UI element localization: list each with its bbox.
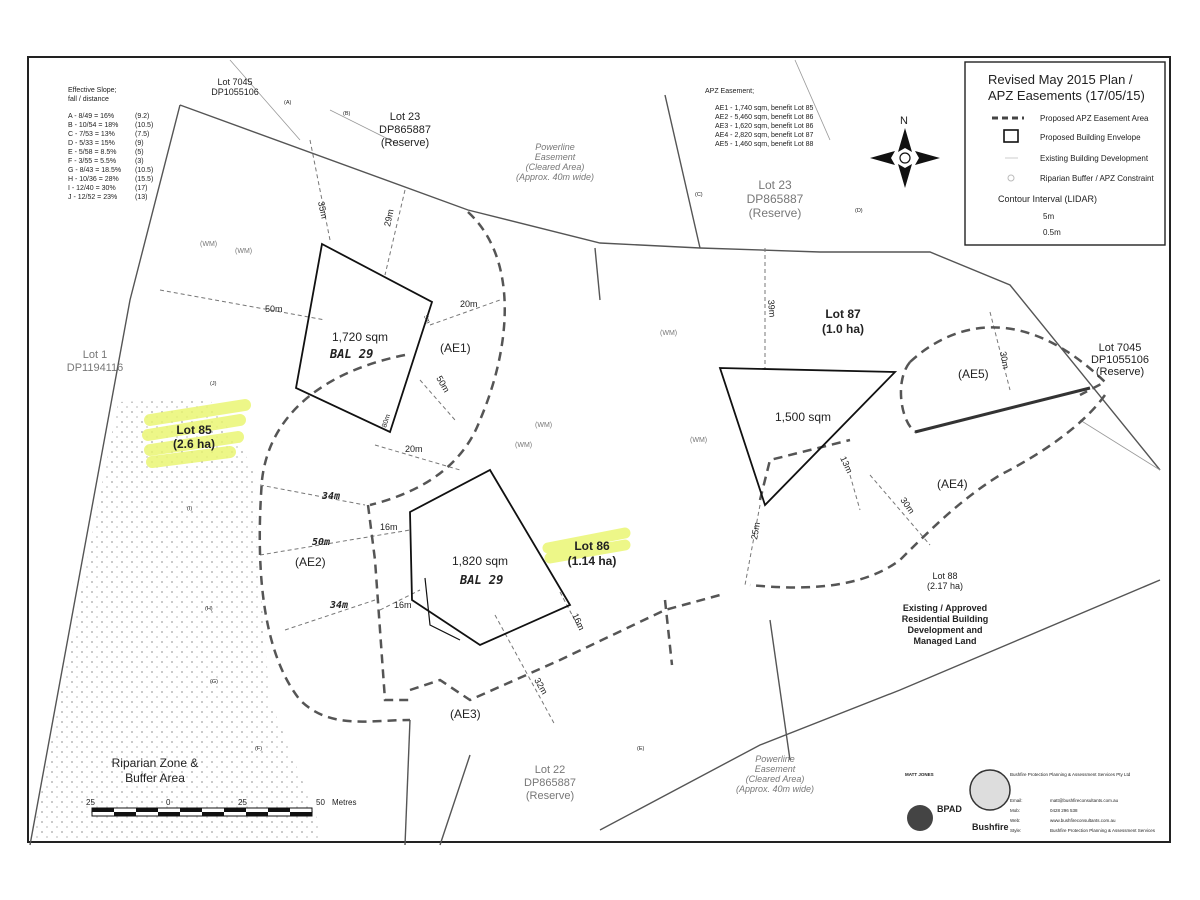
dim-label: 35m	[316, 200, 330, 220]
scale-bar	[92, 808, 312, 816]
scale-unit: Metres	[332, 798, 357, 807]
dim-label: 20m	[460, 299, 478, 309]
plan-title-line2: APZ Easements (17/05/15)	[988, 88, 1145, 103]
existing-dev-line: Existing / Approved	[902, 603, 988, 613]
apz-row: AE2 - 5,460 sqm, benefit Lot 86	[715, 114, 814, 121]
dim-label: 50m	[434, 374, 452, 395]
lot7045-right-reserve: (Reserve)	[1095, 366, 1145, 378]
bpad-logo-icon	[907, 805, 933, 831]
slope-row: E - 5/58 = 8.5%	[68, 149, 117, 156]
dim-label: 20m	[405, 444, 423, 454]
envelope-lot86-bal: BAL 29	[460, 573, 504, 587]
slope-row: C - 7/53 = 13%	[68, 131, 115, 138]
lot88-name: Lot 88	[932, 571, 958, 581]
slope-row: J - 12/52 = 23%	[68, 194, 118, 201]
slope-row-val: (13)	[135, 194, 148, 201]
lot85-name: Lot 85	[176, 423, 212, 437]
footer-person: MATT JONES	[905, 772, 934, 777]
riparian-label-1: Riparian Zone &	[111, 756, 199, 770]
slope-row-val: (10.5)	[135, 167, 154, 174]
lot23-top-dp: DP865887	[379, 124, 431, 136]
scale-tick-25r: 25	[238, 798, 247, 807]
wm-label: (WM)	[535, 422, 553, 429]
slope-letter-h: (H)	[205, 606, 213, 612]
wm-label: (WM)	[515, 442, 533, 449]
dim-label: 25m	[749, 521, 763, 541]
slope-table	[68, 113, 153, 201]
slope-row: A - 8/49 = 16%	[68, 113, 115, 120]
slope-row: I - 12/40 = 30%	[68, 185, 116, 192]
slope-lines	[160, 140, 1010, 725]
footer-web-label: Web:	[1010, 818, 1021, 823]
ae3-label: (AE3)	[450, 707, 481, 721]
slope-letter-j: (J)	[210, 381, 217, 387]
lot85-area: (2.6 ha)	[172, 437, 216, 451]
scale-tick-0: 0	[166, 798, 171, 807]
slope-row: G - 8/43 = 18.5%	[68, 167, 122, 174]
wm-label: (WM)	[235, 248, 253, 255]
footer-mob: 0428 296 538	[1050, 808, 1078, 813]
footer-mob-label: Mob:	[1010, 808, 1021, 813]
lot87-area: (1.0 ha)	[821, 322, 865, 336]
footer-email-label: Email:	[1010, 798, 1023, 803]
slope-letter-f: (F)	[255, 746, 263, 752]
legend-contour-5m: 5m	[1043, 212, 1055, 221]
north-label: N	[900, 115, 908, 127]
north-arrow-icon	[870, 128, 940, 188]
legend-contour-title: Contour Interval (LIDAR)	[998, 194, 1098, 204]
powerline-labels	[516, 142, 814, 794]
slope-row: D - 5/33 = 15%	[68, 140, 115, 147]
existing-development-label	[902, 603, 989, 646]
wm-label: (WM)	[690, 437, 708, 444]
lot23-top-reserve: (Reserve)	[380, 137, 430, 149]
lot7045-tl-name: Lot 7045	[217, 77, 253, 87]
legend-item-existing: Existing Building Development	[1040, 154, 1149, 163]
dim-label: 30m	[998, 350, 1011, 370]
slope-letter-a: (A)	[284, 100, 292, 106]
lot88-area: (2.17 ha)	[926, 581, 964, 591]
footer-email: matt@bushfireconsultants.com.au	[1050, 798, 1119, 803]
lot23-top-name: Lot 23	[389, 111, 421, 123]
apz-row: AE5 - 1,460 sqm, benefit Lot 88	[715, 141, 814, 148]
slope-letter-g: (G)	[210, 679, 218, 685]
envelope-lot86-area: 1,820 sqm	[452, 554, 509, 568]
slope-row: H - 10/36 = 28%	[68, 176, 119, 183]
ae5-boundary-solid	[915, 388, 1090, 432]
legend-item-apz: Proposed APZ Easement Area	[1040, 114, 1149, 123]
dim-label: 16m	[380, 522, 398, 532]
envelope-lot87-area: 1,500 sqm	[775, 410, 832, 424]
apz-row: AE3 - 1,620 sqm, benefit Lot 86	[715, 123, 814, 130]
existing-dev-line: Managed Land	[913, 636, 977, 646]
slope-row: F - 3/55 = 5.5%	[68, 158, 117, 165]
powerline-top-3: (Cleared Area)	[525, 162, 585, 172]
bushfire-seal-icon	[970, 770, 1010, 810]
slope-row-val: (10.5)	[135, 122, 154, 129]
dim-label: 34m	[330, 600, 349, 611]
legend-contour-05m: 0.5m	[1043, 228, 1061, 237]
powerline-bottom-4: (Approx. 40m wide)	[735, 784, 815, 794]
slope-letter-b: (B)	[343, 111, 351, 117]
dim-label: 16m	[570, 611, 587, 632]
footer-company: Bushfire Protection Planning & Assessment Services Pty Ltd	[1010, 772, 1131, 777]
lot23-right-reserve: (Reserve)	[748, 206, 802, 220]
legend-item-riparian: Riparian Buffer / APZ Constraint	[1040, 174, 1154, 183]
dim-label: 50m	[265, 304, 283, 314]
lot22-name: Lot 22	[534, 764, 566, 776]
apz-easement-lines	[260, 212, 1105, 722]
envelope-lot85-area: 1,720 sqm	[332, 330, 389, 344]
lot22-reserve: (Reserve)	[525, 790, 575, 802]
legend-item-envelope: Proposed Building Envelope	[1040, 133, 1141, 142]
envelope-lot87	[720, 368, 895, 505]
slope-title-2: fall / distance	[68, 96, 109, 103]
slope-title-1: Effective Slope;	[68, 87, 117, 94]
scale-tick-25l: 25	[86, 798, 95, 807]
footer-block	[905, 772, 1156, 833]
existing-dev-line: Development and	[907, 625, 983, 635]
slope-letter-i: (I)	[187, 506, 193, 512]
slope-letter-d: (D)	[855, 208, 863, 214]
lot1-dp: DP1194116	[66, 362, 124, 374]
slope-letter-e: (E)	[637, 746, 645, 752]
dimension-labels	[265, 200, 1011, 696]
dim-label: 32m	[532, 676, 550, 697]
slope-letter-c: (C)	[695, 192, 703, 198]
lot7045-right-name: Lot 7045	[1098, 342, 1142, 354]
ae2-label: (AE2)	[295, 555, 326, 569]
lot23-right-dp: DP865887	[746, 192, 804, 206]
wm-label: (WM)	[660, 330, 678, 337]
dim-label: 30m	[898, 495, 917, 516]
wm-label: (WM)	[200, 241, 218, 248]
lot22-dp: DP865887	[524, 777, 576, 789]
powerline-top-1: Powerline	[535, 142, 575, 152]
slope-row: B - 10/54 = 18%	[68, 122, 119, 129]
dim-label: 50m	[312, 537, 331, 548]
slope-row-val: (17)	[135, 185, 148, 192]
apz-row: AE1 - 1,740 sqm, benefit Lot 85	[715, 105, 814, 112]
ae1-label: (AE1)	[440, 341, 471, 355]
slope-row-val: (9)	[135, 140, 144, 147]
slope-row-val: (9.2)	[135, 113, 150, 120]
lot23-right-name: Lot 23	[758, 178, 792, 192]
ae4-label: (AE4)	[937, 477, 968, 491]
footer-style-label: Style:	[1010, 828, 1022, 833]
slope-row-val: (3)	[135, 158, 144, 165]
lot7045-tl-dp: DP1055106	[211, 87, 259, 97]
lot1-name: Lot 1	[82, 349, 108, 361]
powerline-bottom-3: (Cleared Area)	[745, 774, 805, 784]
scale-tick-50: 50	[316, 798, 325, 807]
riparian-label-2: Buffer Area	[125, 771, 185, 785]
slope-row-val: (7.5)	[135, 131, 150, 138]
slope-row-val: (5)	[135, 149, 144, 156]
lot86-name: Lot 86	[574, 539, 610, 553]
envelope-lot85-bal: BAL 29	[330, 347, 374, 361]
powerline-top-4: (Approx. 40m wide)	[515, 172, 595, 182]
dim-label: 80m	[381, 413, 393, 429]
lot7045-right-dp: DP1055106	[1090, 354, 1150, 366]
plan-title-line1: Revised May 2015 Plan /	[988, 72, 1133, 87]
bpad-logo-text: BPAD	[937, 804, 962, 814]
apz-easement-list	[705, 88, 814, 148]
dim-label: 16m	[394, 600, 412, 610]
bushfire-logo-text: Bushfire	[972, 822, 1009, 832]
powerline-top-2: Easement	[534, 152, 576, 162]
existing-dev-line: Residential Building	[901, 614, 989, 624]
footer-style: Bushfire Protection Planning & Assessment Services	[1050, 828, 1156, 833]
apz-title: APZ Easement;	[705, 88, 755, 95]
powerline-bottom-2: Easement	[754, 764, 796, 774]
dim-label: 13m	[838, 454, 855, 475]
footer-web: www.bushfireconsultants.com.au	[1050, 818, 1116, 823]
envelope-lot86-inner	[425, 578, 460, 640]
dim-label: 5m	[422, 314, 431, 325]
dim-label: 34m	[322, 491, 341, 502]
ae5-label: (AE5)	[958, 367, 989, 381]
lot86-area: (1.14 ha)	[567, 554, 617, 568]
powerline-bottom-1: Powerline	[755, 754, 795, 764]
dim-label: 29m	[382, 208, 396, 228]
dim-label: 39m	[766, 299, 778, 318]
apz-row: AE4 - 2,820 sqm, benefit Lot 87	[715, 132, 814, 139]
lot87-name: Lot 87	[825, 307, 861, 321]
slope-row-val: (15.5)	[135, 176, 154, 183]
